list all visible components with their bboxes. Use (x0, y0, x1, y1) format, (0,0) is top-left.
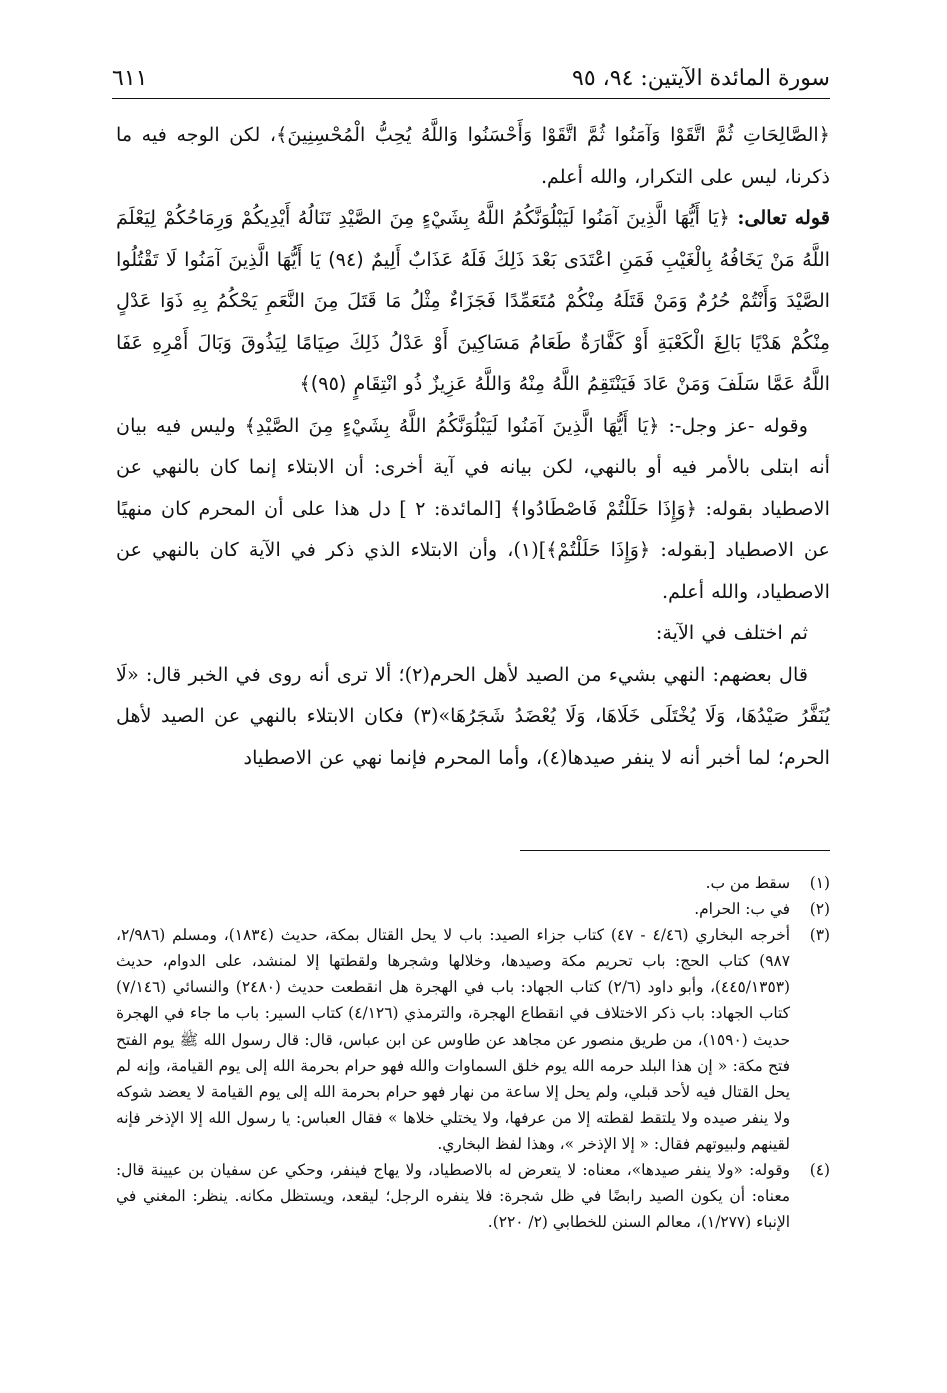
footnote-text: في ب: الحرام. (694, 900, 790, 919)
footnote-number: (٣) (809, 926, 830, 945)
footnote-number: (١) (809, 874, 830, 892)
paragraph-1: ﴿الصَّالِحَاتِ ثُمَّ اتَّقَوْا وَآمَنُوا ثُمَّ اتَّقَوْا وَأَحْسَنُوا وَاللَّهُ يُحِبُّ الْمُحْسِنِينَ﴾، لكن الوجه فيه ما ذكرنا، ليس على التكرار، والله أعلم. (116, 123, 830, 188)
footnote-number: (٢) (809, 900, 830, 919)
footnote-text: أخرجه البخاري (٤/٤٦ - ٤٧) كتاب جزاء الصيد: باب لا يحل القتال بمكة، حديث (١٨٣٤)، ومسلم (٢/٩٨٦، ٩٨٧) كتاب الحج: باب تحريم مكة وصيدها، وخلالها وشجرها ولقطتها إلا لمنشد، على الدوام، حديث (٤٤٥/١٣٥٣)، وأبو داود (٢/٦) كتاب الجهاد: باب في الهجرة هل انقطعت حديث (٢٤٨٠) والنسائي (٧/١٤٦) كتاب الجهاد: باب ذكر الاختلاف في انقطاع الهجرة، والترمذي (٤/١٢٦) كتاب السير: باب ما جاء في الهجرة حديث (١٥٩٠)، من طريق منصور عن مجاهد عن طاوس عن ابن عباس، قال: قال رسول الله ﷺ يوم الفتح فتح مكة: « إن هذا البلد حرمه الله يوم خلق السماوات والله فهو حرام بحرمة الله إلى يوم القيامة، وإنه لم يحل القتال فيه لأحد قبلي، ولم يحل إلا ساعة من نهار فهو حرام بحرمة الله إلى يوم القيامة لا يعضد شوكه ولا ينفر صيده ولا يلتقط لقطته إلا من عرفها، ولا يختلي خلاها » فقال العباس: يا رسول الله إلا الإذخر فإنه لقينهم ولبيوتهم فقال: « إلا الإذخر »، وهذا لفظ البخاري. (116, 926, 790, 1153)
quran-verses: ﴿يَا أَيُّهَا الَّذِينَ آمَنُوا لَيَبْلُوَنَّكُمُ اللَّهُ بِشَيْءٍ مِنَ الصَّيْدِ تَنَالُهُ أَيْدِيكُمْ وَرِمَاحُكُمْ لِيَعْلَمَ اللَّهُ مَنْ يَخَافُهُ بِالْغَيْبِ فَمَنِ اعْتَدَى بَعْدَ ذَلِكَ فَلَهُ عَذَابٌ أَلِيمٌ (٩٤) يَا أَيُّهَا الَّذِينَ آمَنُوا لَا تَقْتُلُوا الصَّيْدَ وَأَنْتُمْ حُرُمٌ وَمَنْ قَتَلَهُ مِنْكُمْ مُتَعَمِّدًا فَجَزَاءٌ مِثْلُ مَا قَتَلَ مِنَ النَّعَمِ يَحْكُمُ بِهِ ذَوَا عَدْلٍ مِنْكُمْ هَدْيًا بَالِغَ الْكَعْبَةِ أَوْ كَفَّارَةٌ طَعَامُ مَسَاكِينَ أَوْ عَدْلُ ذَلِكَ صِيَامًا لِيَذُوقَ وَبَالَ أَمْرِهِ عَفَا اللَّهُ عَمَّا سَلَفَ وَمَنْ عَادَ فَيَنْتَقِمُ اللَّهُ مِنْهُ وَاللَّهُ عَزِيزٌ ذُو انْتِقَامٍ (٩٥)﴾ (116, 206, 831, 395)
page-header (112, 58, 830, 99)
paragraph-5: قال بعضهم: النهي بشيء من الصيد لأهل الحرم(٢)؛ ألا ترى أنه روى في الخبر قال: «لَا يُنَفَّرُ صَيْدُهَا، وَلَا يُخْتَلَى خَلَاهَا، وَلَا يُعْضَدُ شَجَرُهَا»(٣) فكان الابتلاء بالنهي عن الصيد لأهل الحرم؛ لما أخبر أنه لا ينفر صيدها(٤)، وأما المحرم فإنما نهي عن الاصطياد (116, 662, 830, 769)
paragraph-3: وقوله -عز وجل-: ﴿يَا أَيُّهَا الَّذِينَ آمَنُوا لَيَبْلُوَنَّكُمُ اللَّهُ بِشَيْءٍ مِنَ الصَّيْدِ﴾ وليس فيه بيان أنه ابتلى بالأمر فيه أو بالنهي، لكن بيانه في آية أخرى: أن الابتلاء إنما كان بالنهي عن الاصطياد بقوله: ﴿وَإِذَا حَلَلْتُمْ فَاصْطَادُوا﴾ [المائدة: ٢ ] دل هذا على أن المحرم كان منهيًا عن الاصطياد [بقوله: ﴿وَإِذَا حَلَلْتُمْ﴾](١)، وأن الابتلاء الذي ذكر في الآية كان بالنهي عن الاصطياد، والله أعلم. (116, 413, 830, 603)
paragraph-4: ثم اختلف في الآية: (655, 621, 808, 644)
footnote-item (116, 1157, 830, 1235)
main-text (116, 114, 830, 778)
footnote-item (116, 870, 830, 896)
running-title: سورة المائدة الآيتين: ٩٤، ٩٥ (572, 65, 830, 91)
footnote-number: (٤) (809, 1161, 830, 1180)
footnote-text: وقوله: «ولا ينفر صيدها»، معناه: لا يتعرض له بالاصطياد، ولا يهاج فينفر، وحكي عن سفيان بن عيينة قال: معناه: أن يكون الصيد رابضًا في ظل شجرة: فلا ينفره الرجل؛ ليقعد، ويستظل مكانه. ينظر: المغني في الإنباء (١/٢٧٧)، معالم السنن للخطابي (٢/ ٢٢٠). (116, 1161, 790, 1232)
footnotes (116, 870, 830, 1235)
footnote-item (116, 896, 830, 922)
paragraph-2 (116, 197, 830, 405)
footnote-item (116, 922, 830, 1157)
footnote-separator (520, 850, 830, 851)
footnote-text: سقط من ب. (705, 874, 790, 892)
page-number: ٦١١ (112, 65, 148, 91)
verse-intro-label: قوله تعالى: (737, 206, 830, 229)
